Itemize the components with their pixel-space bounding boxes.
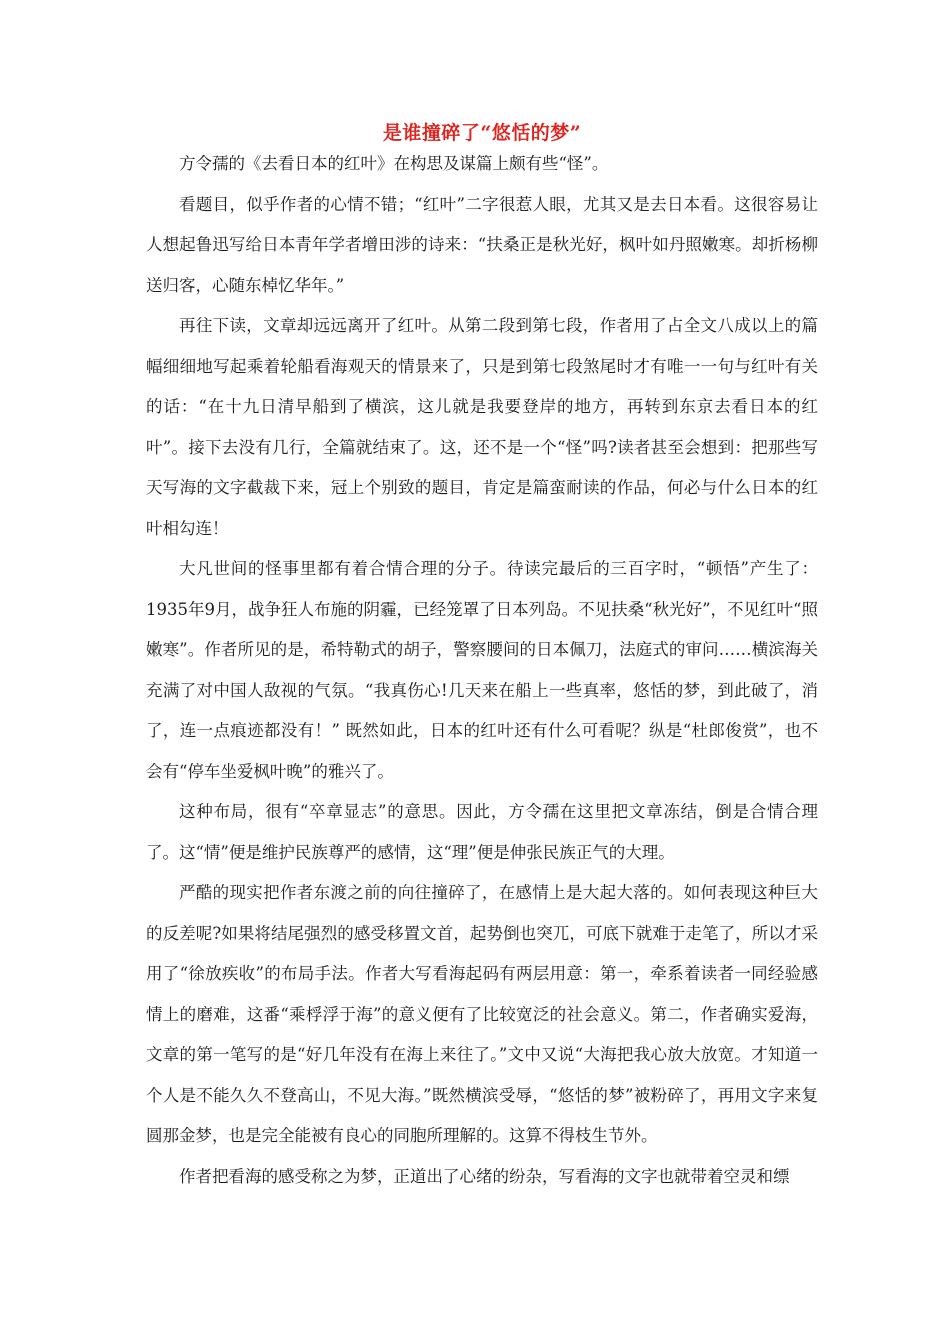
paragraph-3: 再往下读，文章却远远离开了红叶。从第二段到第七段，作者用了占全文八成以上的篇幅细细地写起乘着轮船看海观天的情景来了，只是到第七段煞尾时才有唯一一句与红叶有关的话：“在十九日清早船到了横滨，这儿就是我要登岸的地方，再转到东京去看日本的红叶”。接下去没有几行，全篇就结束了。这，还不是一个“怪”吗?读者甚至会想到：把那些写天写海的文字截裁下来，冠上个别致的题目，肯定是篇蛮耐读的作品，何必与什么日本的红叶相勾连！ xyxy=(146,316,818,538)
document-page xyxy=(146,118,818,1197)
paragraph-5: 这种布局，很有“卒章显志”的意思。因此，方令孺在这里把文章冻结，倒是合情合理了。这“情”便是维护民族尊严的感情，这“理”便是伸张民族正气的大理。 xyxy=(146,802,818,862)
paragraph-4: 大凡世间的怪事里都有着合情合理的分子。待读完最后的三百字时，“顿悟”产生了：1935年9月，战争狂人布施的阴霾，已经笼罩了日本列岛。不见扶桑“秋光好”，不见红叶“照嫩寒”。作者所见的是，希特勒式的胡子，警察腰间的日本佩刀，法庭式的审问……横滨海关充满了对中国人敌视的气氛。“我真伤心!几天来在船上一些真率，悠恬的梦，到此破了，消了，连一点痕迹都没有！” 既然如此，日本的红叶还有什么可看呢？纵是“杜郎俊赏”，也不会有“停车坐爱枫叶晚”的雅兴了。 xyxy=(146,559,818,781)
paragraph-7: 作者把看海的感受称之为梦，正道出了心绪的纷杂，写看海的文字也就带着空灵和缥 xyxy=(179,1166,790,1186)
paragraph-6: 严酷的现实把作者东渡之前的向往撞碎了，在感情上是大起大落的。如何表现这种巨大的反差呢?如果将结尾强烈的感受移置文首，起势倒也突兀，可底下就难于走笔了，所以才采用了“徐放疾收”的布局手法。作者大写看海起码有两层用意：第一，牵系着读者一同经验感情上的磨难，这番“乘桴浮于海”的意义便有了比较宽泛的社会意义。第二，作者确实爱海，文章的第一笔写的是“好几年没有在海上来往了。”文中又说“大海把我心放大放宽。才知道一个人是不能久久不登高山，不见大海。”既然横滨受辱，“悠恬的梦”被粉碎了，再用文字来复圆那金梦，也是完全能被有良心的同胞所理解的。这算不得枝生节外。 xyxy=(146,883,818,1145)
article-title: 是谁撞碎了“悠恬的梦” xyxy=(382,122,582,144)
paragraph-1: 方令孺的《去看日本的红叶》在构思及谋篇上颇有些“怪”。 xyxy=(179,154,609,173)
paragraph-2: 看题目，似乎作者的心情不错；“红叶”二字很惹人眼，尤其又是去日本看。这很容易让人想起鲁迅写给日本青年学者增田涉的诗来：“扶桑正是秋光好，枫叶如丹照嫩寒。却折杨柳送归客，心随东棹忆华年。” xyxy=(146,194,818,295)
